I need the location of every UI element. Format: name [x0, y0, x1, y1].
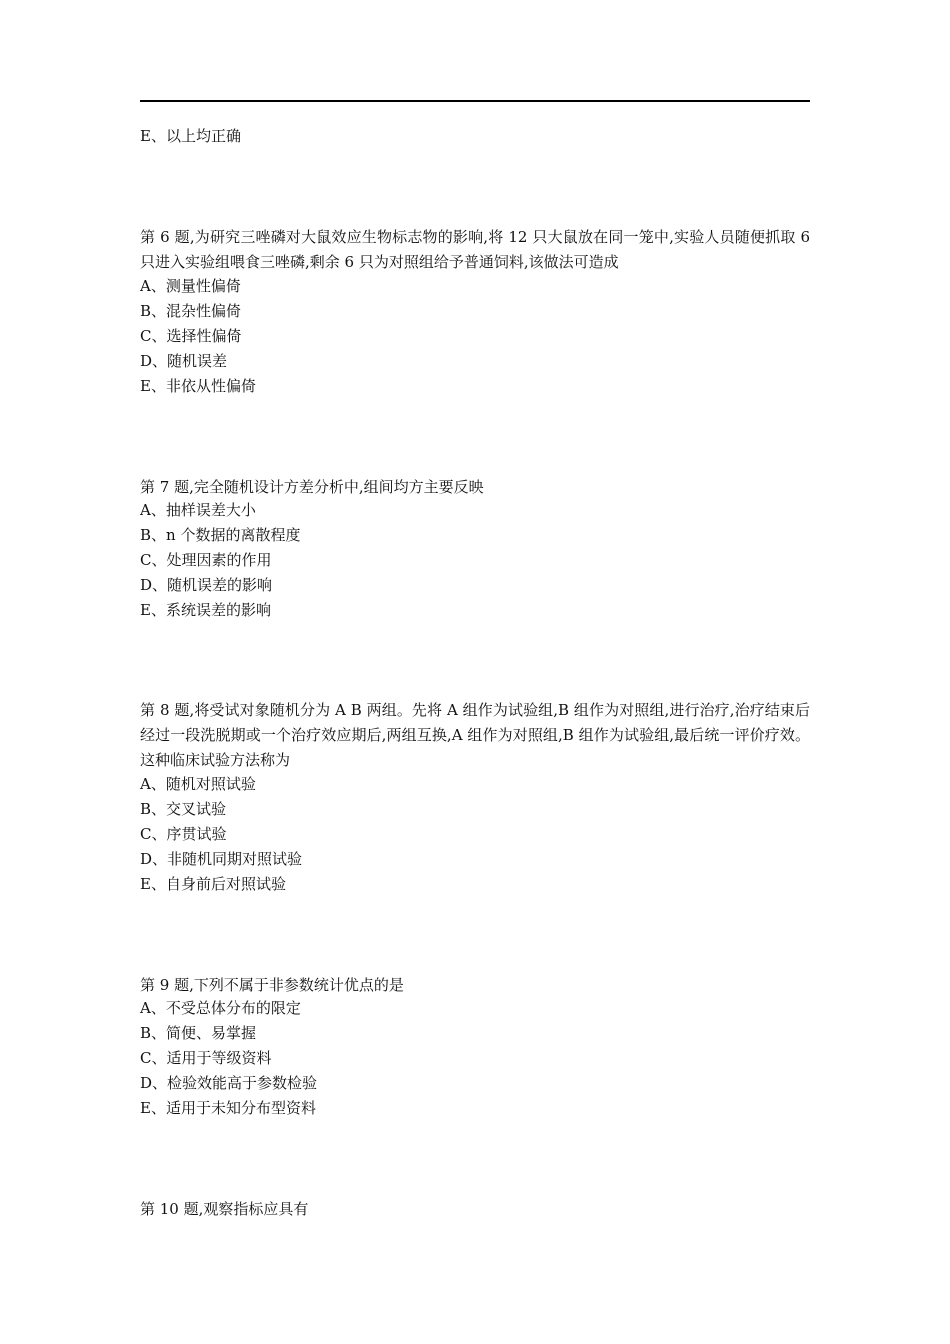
question-9-option-b: B、简便、易掌握 [140, 1024, 257, 1042]
question-6-option-b: B、混杂性偏倚 [140, 302, 242, 320]
question-8-option-a: A、随机对照试验 [140, 775, 256, 793]
question-6-option-c: C、选择性偏倚 [140, 327, 242, 345]
header-rule [140, 100, 810, 102]
previous-question-option-e: E、以上均正确 [140, 127, 241, 145]
question-8-option-c: C、序贯试验 [140, 825, 227, 843]
question-8-stem: 第 8 题,将受试对象随机分为 A B 两组。先将 A 组作为试验组,B 组作为对照组,进行治疗,治疗结束后经过一段洗脱期或一个治疗效应期后,两组互换,A 组作为对照组,B 组作为试验组,最后统一评价疗效。这种临床试验方法称为 [140, 701, 810, 769]
question-6-option-a: A、测量性偏倚 [140, 277, 241, 295]
question-7-option-d: D、随机误差的影响 [140, 576, 273, 594]
question-8-option-e: E、自身前后对照试验 [140, 875, 286, 893]
question-10-stem: 第 10 题,观察指标应具有 [140, 1200, 309, 1218]
question-9-stem: 第 9 题,下列不属于非参数统计优点的是 [140, 976, 404, 994]
question-9-option-e: E、适用于未知分布型资料 [140, 1099, 316, 1117]
question-7-option-e: E、系统误差的影响 [140, 601, 271, 619]
question-8-option-d: D、非随机同期对照试验 [140, 850, 303, 868]
question-7-option-b: B、n 个数据的离散程度 [140, 526, 301, 544]
question-7-option-c: C、处理因素的作用 [140, 551, 272, 569]
question-9-option-c: C、适用于等级资料 [140, 1049, 272, 1067]
question-7-option-a: A、抽样误差大小 [140, 501, 256, 519]
question-9-option-a: A、不受总体分布的限定 [140, 999, 301, 1017]
question-9-option-d: D、检验效能高于参数检验 [140, 1074, 318, 1092]
question-6-stem: 第 6 题,为研究三唑磷对大鼠效应生物标志物的影响,将 12 只大鼠放在同一笼中,实验人员随便抓取 6 只进入实验组喂食三唑磷,剩余 6 只为对照组给予普通饲料,该做法可造成 [140, 228, 810, 271]
question-8-option-b: B、交叉试验 [140, 800, 227, 818]
question-7-stem: 第 7 题,完全随机设计方差分析中,组间均方主要反映 [140, 478, 484, 496]
question-6-option-d: D、随机误差 [140, 352, 228, 370]
question-6-option-e: E、非依从性偏倚 [140, 377, 256, 395]
